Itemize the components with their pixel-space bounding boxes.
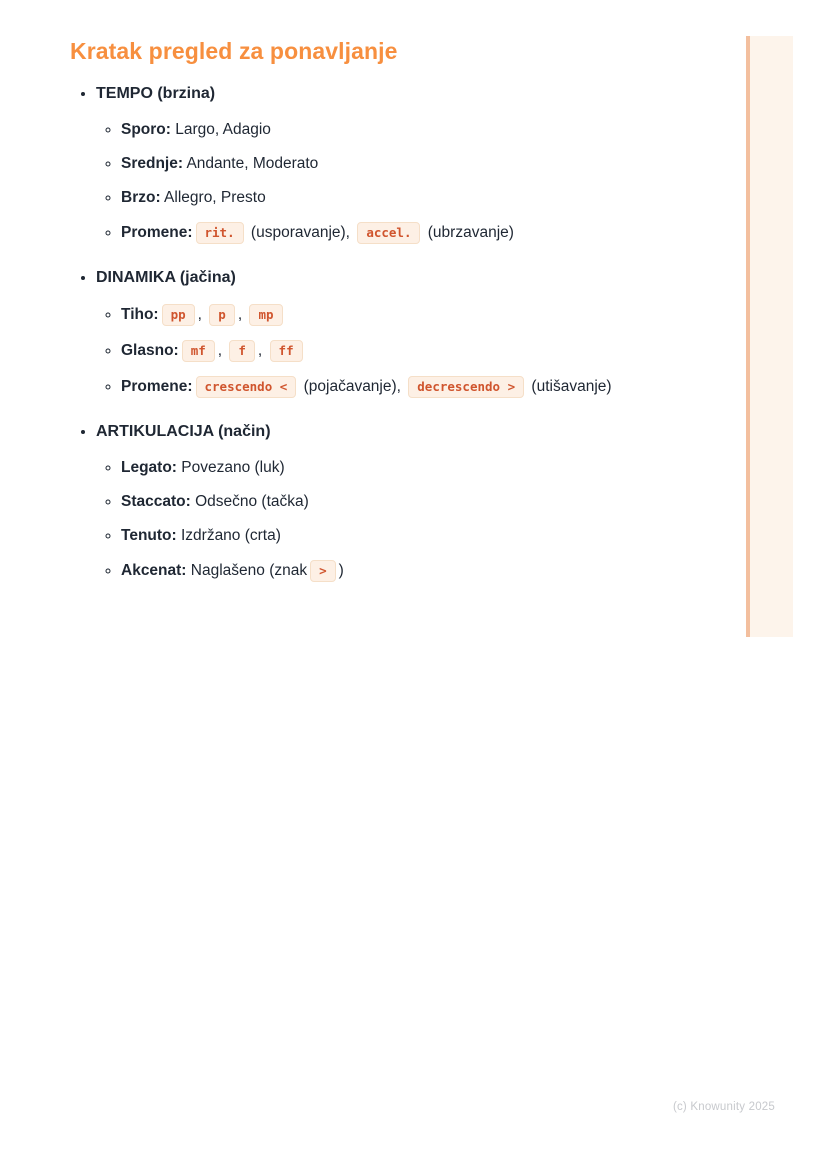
code-chip: f bbox=[229, 340, 255, 362]
list-item bbox=[121, 560, 670, 582]
list-item bbox=[121, 526, 670, 546]
code-chip: decrescendo > bbox=[408, 376, 524, 398]
item-text: Largo, Adagio bbox=[170, 121, 271, 138]
item-label: Akcenat: bbox=[121, 562, 187, 579]
item-text: (usporavanje), bbox=[246, 224, 355, 241]
item-text: Povezano (luk) bbox=[176, 459, 285, 476]
item-text: Naglašeno (znak bbox=[186, 562, 308, 579]
item-label: Srednje: bbox=[121, 155, 184, 172]
item-text: (pojačavanje), bbox=[299, 378, 406, 395]
item-label: Glasno: bbox=[121, 342, 179, 359]
list-item bbox=[121, 120, 670, 140]
list-item bbox=[121, 222, 670, 244]
code-chip: > bbox=[310, 560, 336, 582]
code-chip: ff bbox=[270, 340, 303, 362]
item-text: ) bbox=[338, 562, 344, 579]
list-item bbox=[121, 154, 670, 174]
list-item bbox=[121, 340, 670, 362]
code-chip: crescendo < bbox=[196, 376, 297, 398]
code-chip: rit. bbox=[196, 222, 244, 244]
code-chip: mf bbox=[182, 340, 215, 362]
item-text: Izdržano (crta) bbox=[176, 527, 281, 544]
code-chip: accel. bbox=[357, 222, 420, 244]
section-sublist bbox=[96, 458, 670, 582]
item-text: (utišavanje) bbox=[527, 378, 612, 395]
item-label: Tenuto: bbox=[121, 527, 177, 544]
list-item bbox=[121, 492, 670, 512]
item-text: , bbox=[197, 306, 207, 323]
item-text: , bbox=[257, 342, 267, 359]
section-heading: ARTIKULACIJA (način) bbox=[96, 423, 271, 440]
outline-section bbox=[96, 422, 670, 582]
item-text: Andante, Moderato bbox=[183, 155, 319, 172]
list-item bbox=[121, 458, 670, 478]
side-accent-strip bbox=[750, 36, 793, 637]
code-chip: p bbox=[209, 304, 235, 326]
item-label: Promene: bbox=[121, 378, 193, 395]
document-content bbox=[70, 84, 670, 606]
item-text: Odsečno (tačka) bbox=[190, 493, 309, 510]
outline-section bbox=[96, 84, 670, 244]
outline-list bbox=[70, 84, 670, 582]
item-text: Allegro, Presto bbox=[160, 189, 266, 206]
item-text: , bbox=[237, 306, 247, 323]
item-label: Brzo: bbox=[121, 189, 161, 206]
item-label: Sporo: bbox=[121, 121, 171, 138]
item-label: Staccato: bbox=[121, 493, 191, 510]
list-item bbox=[121, 304, 670, 326]
code-chip: mp bbox=[249, 304, 282, 326]
list-item bbox=[121, 188, 670, 208]
item-text: , bbox=[217, 342, 227, 359]
section-sublist bbox=[96, 304, 670, 398]
section-heading: DINAMIKA (jačina) bbox=[96, 269, 236, 286]
outline-section bbox=[96, 268, 670, 398]
item-label: Promene: bbox=[121, 224, 193, 241]
section-sublist bbox=[96, 120, 670, 244]
code-chip: pp bbox=[162, 304, 195, 326]
copyright-footer: (c) Knowunity 2025 bbox=[672, 1101, 775, 1113]
item-text: (ubrzavanje) bbox=[423, 224, 514, 241]
page-title: Kratak pregled za ponavljanje bbox=[70, 38, 398, 64]
section-heading: TEMPO (brzina) bbox=[96, 85, 216, 102]
list-item bbox=[121, 376, 670, 398]
item-label: Tiho: bbox=[121, 306, 159, 323]
item-label: Legato: bbox=[121, 459, 177, 476]
